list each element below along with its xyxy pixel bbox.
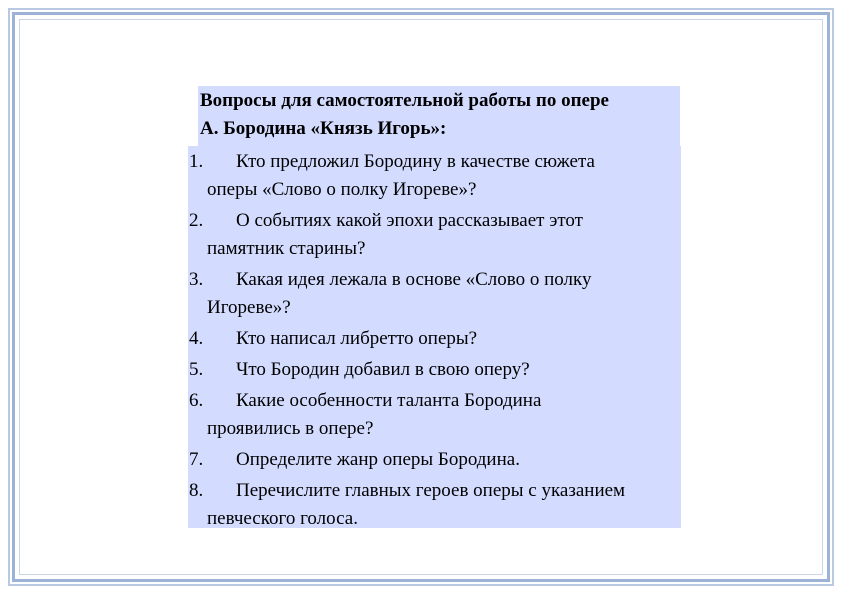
question-text-line-1: Кто написал либретто оперы? [236,328,478,349]
question-text-line-1: Кто предложил Бородину в качестве сюжета [236,151,595,172]
question-number: 7. [189,449,204,470]
question-text-line-2: оперы «Слово о полку Игореве»? [207,179,477,200]
question-text-line-1: Какие особенности таланта Бородина [236,390,542,411]
question-item [188,387,681,443]
slide-title [198,86,680,146]
slide-title-line-1: Вопросы для самостоятельной работы по опере [200,90,609,111]
question-text-line-2: памятник старины? [207,238,366,259]
question-number: 6. [189,390,204,411]
question-text-line-1: Перечислите главных героев оперы с указанием [236,480,626,501]
question-item [188,148,681,204]
questions-list [188,146,681,528]
question-item [188,356,681,384]
question-number: 4. [189,328,204,349]
question-text-line-1: Определите жанр оперы Бородина. [236,449,520,470]
question-item [188,477,681,533]
question-text-line-2: певческого голоса. [207,508,358,529]
question-item [188,325,681,353]
question-number: 1. [189,151,204,172]
question-text-line-1: О событиях какой эпохи рассказывает этот [236,210,583,231]
question-text-line-2: Игореве»? [207,297,291,318]
question-text-line-1: Какая идея лежала в основе «Слово о полку [236,269,592,290]
question-item [188,266,681,322]
question-item [188,207,681,263]
question-number: 2. [189,210,204,231]
slide-title-line-2: А. Бородина «Князь Игорь»: [200,118,447,139]
question-item [188,446,681,474]
question-number: 8. [189,480,204,501]
question-number: 3. [189,269,204,290]
question-text-line-1: Что Бородин добавил в свою оперу? [236,359,530,380]
question-number: 5. [189,359,204,380]
question-text-line-2: проявились в опере? [207,418,374,439]
